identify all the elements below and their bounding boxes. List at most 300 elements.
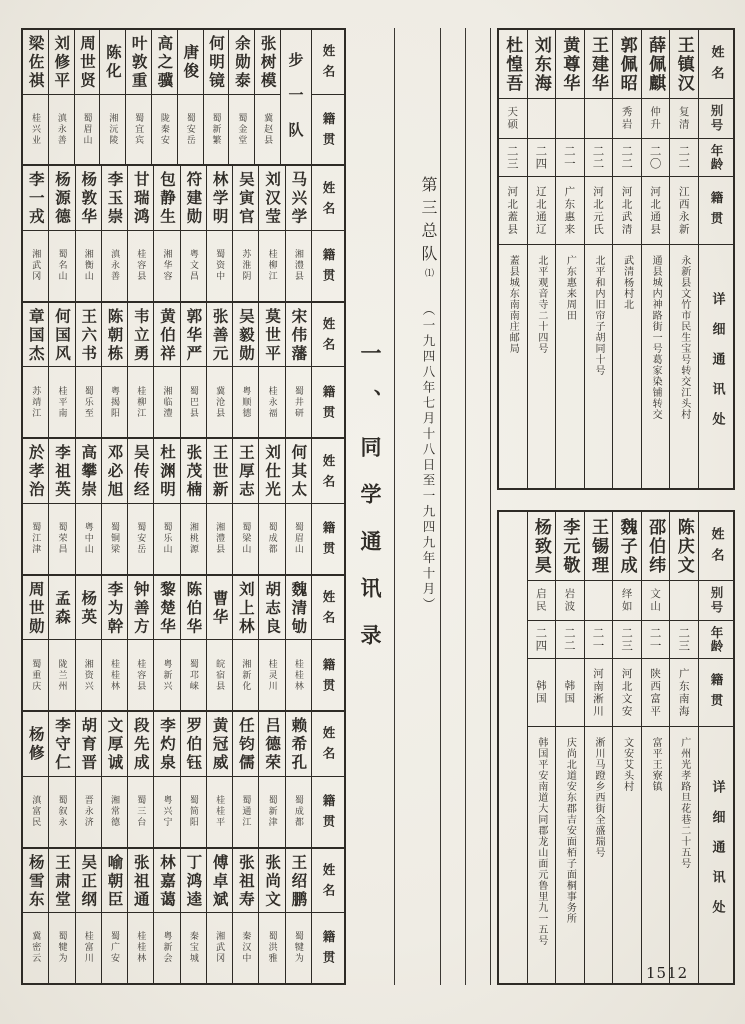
student-name: 於孝治 xyxy=(23,439,48,504)
native-place: 桂柳江 xyxy=(135,385,146,419)
roster-entry xyxy=(48,576,74,710)
native-place: 蜀成都 xyxy=(266,522,277,556)
native-place: 蜀江津 xyxy=(30,522,41,556)
age: 二三 xyxy=(613,621,641,659)
student-name: 张祖通 xyxy=(128,849,153,914)
alias: 天硕 xyxy=(499,99,527,139)
student-name: 刘上林 xyxy=(233,576,258,641)
age: 二四 xyxy=(528,621,556,659)
student-name: 邓必旭 xyxy=(102,439,127,504)
section-title-column xyxy=(346,28,395,985)
student-name: 张树模 xyxy=(255,30,280,95)
student-name: 胡志良 xyxy=(259,576,284,641)
roster-entry xyxy=(232,576,258,710)
directory-entry xyxy=(669,30,698,488)
student-name: 何其太 xyxy=(286,439,311,504)
native-place: 粤文昌 xyxy=(187,249,198,283)
age: 二〇 xyxy=(642,139,670,177)
roster-band xyxy=(23,576,344,712)
left-roster-table xyxy=(21,28,346,985)
header-native-label: 籍贯 xyxy=(321,248,336,290)
roster-entry xyxy=(127,439,153,573)
age: 二一 xyxy=(642,621,670,659)
student-name: 刘东海 xyxy=(528,30,556,99)
roster-entry xyxy=(206,303,232,437)
student-name: 王六书 xyxy=(76,303,101,368)
student-name: 梁佐祺 xyxy=(23,30,48,95)
directory-entry xyxy=(641,30,670,488)
native-place: 桂永福 xyxy=(266,385,277,419)
age: 二一 xyxy=(585,621,613,659)
student-name: 李玉崇 xyxy=(102,166,127,231)
header-name-label: 姓名 xyxy=(699,30,733,99)
native-place: 河北武清 xyxy=(613,177,641,245)
address: 庆尚北道安东郡吉安面栢子面桐事务所 xyxy=(564,737,576,924)
header-name-label: 姓名 xyxy=(699,512,733,581)
native-place: 桂富川 xyxy=(82,931,93,965)
student-name: 吴毅勋 xyxy=(233,303,258,368)
student-name: 杨雪东 xyxy=(23,849,48,914)
native-place: 蜀安岳 xyxy=(184,112,195,146)
roster-entry xyxy=(48,439,74,573)
block-header-column xyxy=(698,30,733,488)
header-address-label: 详细通讯处 xyxy=(709,291,725,442)
student-name: 薛佩麒 xyxy=(642,30,670,99)
roster-entry xyxy=(177,30,203,164)
student-name: 周世勋 xyxy=(23,576,48,641)
header-name-label: 姓名 xyxy=(312,849,344,914)
student-name: 孟森 xyxy=(49,576,74,641)
native-place: 蜀新津 xyxy=(266,795,277,829)
roster-entry xyxy=(258,166,284,300)
native-place: 蜀新繁 xyxy=(210,112,221,146)
roster-entry xyxy=(127,576,153,710)
alias: 秀岩 xyxy=(613,99,641,139)
roster-entry xyxy=(153,849,179,983)
student-name: 喻朝臣 xyxy=(102,849,127,914)
roster-band xyxy=(23,166,344,302)
squad-period: （一九四八年七月十八日至一九四九年十月） xyxy=(421,303,436,613)
native-place: 湘沅陵 xyxy=(107,112,118,146)
student-name: 宋伟藩 xyxy=(286,303,311,368)
empty-column xyxy=(441,28,466,985)
student-name: 邵伯纬 xyxy=(642,512,670,581)
directory-entry xyxy=(641,512,670,983)
student-name: 李祖英 xyxy=(49,439,74,504)
native-place: 桂容县 xyxy=(135,249,146,283)
header-native-label: 籍贯 xyxy=(321,521,336,563)
alias xyxy=(585,581,613,621)
header-name-label: 姓名 xyxy=(312,576,344,641)
header-name-label: 姓名 xyxy=(312,712,344,777)
student-name: 符建勋 xyxy=(181,166,206,231)
roster-entry xyxy=(99,30,125,164)
roster-entry xyxy=(153,439,179,573)
student-name: 王厚志 xyxy=(233,439,258,504)
native-place: 蜀乐至 xyxy=(82,385,93,419)
native-place: 蜀资中 xyxy=(214,249,225,283)
native-place: 桂桂林 xyxy=(292,658,303,692)
native-place: 蜀金堂 xyxy=(236,112,247,146)
alias: 文山 xyxy=(642,581,670,621)
roster-entry xyxy=(101,303,127,437)
student-name: 黄尊华 xyxy=(556,30,584,99)
student-name: 莫世平 xyxy=(259,303,284,368)
alias xyxy=(585,99,613,139)
band-header xyxy=(311,303,344,437)
roster-entry xyxy=(206,712,232,846)
student-name: 吴传经 xyxy=(128,439,153,504)
native-place: 湘资兴 xyxy=(82,658,93,692)
header-native-label: 籍贯 xyxy=(321,384,336,426)
native-place: 冀沧县 xyxy=(214,385,225,419)
native-place: 苏靖江 xyxy=(30,385,41,419)
squad-heading: 第三总队 xyxy=(419,176,438,268)
native-place: 广东惠来 xyxy=(556,177,584,245)
roster-entry xyxy=(101,166,127,300)
roster-entry xyxy=(258,303,284,437)
native-place: 蜀成都 xyxy=(292,795,303,829)
roster-entry xyxy=(153,712,179,846)
empty-column xyxy=(466,28,491,985)
native-place: 蜀广安 xyxy=(109,931,120,965)
student-name: 刘仕光 xyxy=(259,439,284,504)
native-place: 冀赵县 xyxy=(262,112,273,146)
student-name: 章国杰 xyxy=(23,303,48,368)
student-name: 黄冠威 xyxy=(207,712,232,777)
native-place: 滇永善 xyxy=(109,249,120,283)
roster-band xyxy=(23,712,344,848)
student-name: 郭佩昭 xyxy=(613,30,641,99)
directory-table-bottom xyxy=(497,510,735,985)
roster-entry xyxy=(74,30,100,164)
roster-entry xyxy=(180,849,206,983)
student-name: 马兴学 xyxy=(286,166,311,231)
directory-entry xyxy=(555,512,584,983)
student-name: 黎楚华 xyxy=(154,576,179,641)
student-name: 张祖寿 xyxy=(233,849,258,914)
address: 武清杨村北 xyxy=(621,255,633,310)
directory-entry xyxy=(584,30,613,488)
native-place: 蜀眉山 xyxy=(81,112,92,146)
student-name: 林嘉蔼 xyxy=(154,849,179,914)
header-age-label: 年龄 xyxy=(699,139,733,177)
band-header xyxy=(311,30,344,164)
student-name: 刘修平 xyxy=(49,30,74,95)
native-place: 蜀井研 xyxy=(292,385,303,419)
student-name: 吴寅官 xyxy=(233,166,258,231)
student-name: 陈化 xyxy=(100,30,125,95)
age: 二二 xyxy=(585,139,613,177)
native-place: 桂桂林 xyxy=(109,658,120,692)
native-place: 蜀洪雅 xyxy=(266,931,277,965)
native-place: 陕西富平 xyxy=(642,659,670,727)
student-name: 高攀崇 xyxy=(76,439,101,504)
roster-entry xyxy=(228,30,254,164)
alias xyxy=(670,581,698,621)
alias xyxy=(556,99,584,139)
header-name-label: 姓名 xyxy=(312,303,344,368)
student-name: 杜惶吾 xyxy=(499,30,527,99)
roster-entry xyxy=(127,303,153,437)
student-name: 魏清劬 xyxy=(286,576,311,641)
native-place: 秦宝城 xyxy=(187,931,198,965)
student-name: 杜渊明 xyxy=(154,439,179,504)
native-place: 滇永善 xyxy=(55,112,66,146)
roster-entry xyxy=(258,439,284,573)
roster-entry xyxy=(127,166,153,300)
student-name: 陈庆文 xyxy=(670,512,698,581)
student-name: 刘汉莹 xyxy=(259,166,284,231)
native-place: 蜀铜梁 xyxy=(109,522,120,556)
student-name: 余勋泰 xyxy=(229,30,254,95)
address: 通县城内神路街一号葛家染铺转交 xyxy=(650,255,662,420)
header-native-label: 籍贯 xyxy=(699,177,733,245)
band-header xyxy=(311,849,344,983)
native-place: 韩国 xyxy=(556,659,584,727)
native-place: 粤新兴 xyxy=(161,658,172,692)
student-name: 吴正纲 xyxy=(76,849,101,914)
header-alias-label: 别号 xyxy=(699,99,733,139)
student-name: 胡育晋 xyxy=(76,712,101,777)
header-age-label: 年龄 xyxy=(699,621,733,659)
roster-entry xyxy=(101,439,127,573)
student-name: 张茂楠 xyxy=(181,439,206,504)
student-name: 李元敬 xyxy=(556,512,584,581)
page-number: 1512 xyxy=(646,964,689,982)
alias: 仲升 xyxy=(642,99,670,139)
age: 二三 xyxy=(670,621,698,659)
address: 广东惠来周田 xyxy=(564,255,576,321)
header-native-label: 籍贯 xyxy=(321,657,336,699)
roster-entry xyxy=(285,303,311,437)
roster-entry xyxy=(23,712,48,846)
roster-entry xyxy=(153,166,179,300)
student-name: 高之骥 xyxy=(152,30,177,95)
native-place: 蜀安岳 xyxy=(135,522,146,556)
band-header xyxy=(311,576,344,710)
native-place: 粤兴宁 xyxy=(161,795,172,829)
native-place: 桂兴业 xyxy=(29,112,40,146)
alias xyxy=(528,99,556,139)
age: 二四 xyxy=(528,139,556,177)
student-name: 魏子成 xyxy=(613,512,641,581)
native-place: 蜀名山 xyxy=(56,249,67,283)
student-name: 任钧儒 xyxy=(233,712,258,777)
address: 淅川马蹬乡西街全盛瑞号 xyxy=(592,737,604,858)
roster-entry xyxy=(285,849,311,983)
page-title: 一、同学通讯录 xyxy=(358,342,383,671)
student-name: 段先成 xyxy=(128,712,153,777)
native-place: 秦汉中 xyxy=(240,931,251,965)
roster-entry xyxy=(153,576,179,710)
header-name-label: 姓名 xyxy=(312,30,344,95)
roster-entry xyxy=(232,439,258,573)
native-place: 广东南海 xyxy=(670,659,698,727)
roster-entry xyxy=(75,166,101,300)
student-name: 李为幹 xyxy=(102,576,127,641)
roster-entry xyxy=(258,849,284,983)
native-place: 河北通县 xyxy=(642,177,670,245)
native-place: 晋永济 xyxy=(82,795,93,829)
native-place: 湘常德 xyxy=(109,795,120,829)
student-name: 王世新 xyxy=(207,439,232,504)
native-place: 粤新会 xyxy=(161,931,172,965)
roster-entry xyxy=(151,30,177,164)
roster-entry xyxy=(285,576,311,710)
student-name: 王锡理 xyxy=(585,512,613,581)
student-name: 何国风 xyxy=(49,303,74,368)
roster-entry xyxy=(206,849,232,983)
roster-entry xyxy=(285,166,311,300)
native-place: 蜀乐山 xyxy=(161,522,172,556)
student-name: 傅卓斌 xyxy=(207,849,232,914)
age: 二二 xyxy=(670,139,698,177)
roster-entry xyxy=(101,712,127,846)
native-place: 蜀通江 xyxy=(240,795,251,829)
address: 韩国平安南道大同郡龙山面元鲁里九一五号 xyxy=(535,737,547,946)
header-name-label: 姓名 xyxy=(312,166,344,231)
empty-column xyxy=(499,512,527,983)
student-name: 丁鸿逵 xyxy=(181,849,206,914)
address: 北平观音寺二十四号 xyxy=(535,255,547,354)
directory-entry xyxy=(499,30,527,488)
native-place: 蜀犍为 xyxy=(292,931,303,965)
directory-entry xyxy=(527,512,556,983)
alias: 绎如 xyxy=(613,581,641,621)
student-name: 曹华 xyxy=(207,576,232,641)
student-name: 杨修 xyxy=(23,712,48,777)
unit-label: 步一队 xyxy=(280,30,311,164)
age: 二二 xyxy=(613,139,641,177)
student-name: 杨源德 xyxy=(49,166,74,231)
header-native-label: 籍贯 xyxy=(321,930,336,972)
native-place: 粤中山 xyxy=(82,522,93,556)
directory-table-top xyxy=(497,28,735,490)
native-place: 蜀梁山 xyxy=(240,522,251,556)
student-name: 王镇汉 xyxy=(670,30,698,99)
student-name: 陈伯华 xyxy=(181,576,206,641)
roster-entry xyxy=(232,303,258,437)
native-place: 江西永新 xyxy=(670,177,698,245)
student-name: 王肃堂 xyxy=(49,849,74,914)
native-place: 辽北通辽 xyxy=(528,177,556,245)
squad-note-mark: ⑴ xyxy=(423,268,433,277)
native-place: 粤顺德 xyxy=(240,385,251,419)
student-name: 文厚诚 xyxy=(102,712,127,777)
native-place: 蜀邛崃 xyxy=(187,658,198,692)
student-name: 李守仁 xyxy=(49,712,74,777)
native-place: 河北元氏 xyxy=(585,177,613,245)
native-place: 蜀重庆 xyxy=(30,658,41,692)
student-name: 张善元 xyxy=(207,303,232,368)
native-place: 湘新化 xyxy=(240,658,251,692)
directory-entry xyxy=(584,512,613,983)
native-place: 桂容县 xyxy=(135,658,146,692)
roster-entry xyxy=(258,576,284,710)
native-place: 桂平南 xyxy=(56,385,67,419)
native-place: 河北蓋县 xyxy=(499,177,527,245)
student-name: 王建华 xyxy=(585,30,613,99)
native-place: 桂灵川 xyxy=(266,658,277,692)
native-place: 湘武冈 xyxy=(214,931,225,965)
student-name: 陈朝栋 xyxy=(102,303,127,368)
roster-entry xyxy=(48,303,74,437)
student-name: 李灼泉 xyxy=(154,712,179,777)
native-place: 蜀眉山 xyxy=(292,522,303,556)
roster-entry xyxy=(232,849,258,983)
student-name: 杨英 xyxy=(76,576,101,641)
student-name: 李一戎 xyxy=(23,166,48,231)
student-name: 钟善方 xyxy=(128,576,153,641)
band-header xyxy=(311,439,344,573)
roster-entry xyxy=(75,849,101,983)
roster-entry xyxy=(232,712,258,846)
student-name: 杨敦华 xyxy=(76,166,101,231)
address: 富平王寮镇 xyxy=(650,737,662,792)
student-name: 郭华严 xyxy=(181,303,206,368)
roster-entry xyxy=(75,303,101,437)
roster-entry xyxy=(23,439,48,573)
native-place: 湘澧县 xyxy=(214,522,225,556)
student-name: 张尚文 xyxy=(259,849,284,914)
native-place: 河南淅川 xyxy=(585,659,613,727)
roster-entry xyxy=(125,30,151,164)
address: 广州光孝路旦花巷二十五号 xyxy=(678,737,690,869)
roster-entry xyxy=(75,712,101,846)
roster-band xyxy=(23,30,344,166)
roster-entry xyxy=(101,849,127,983)
header-native-label: 籍贯 xyxy=(699,659,733,727)
student-name: 韦立勇 xyxy=(128,303,153,368)
roster-entry xyxy=(48,849,74,983)
native-place: 粤揭阳 xyxy=(109,385,120,419)
roster-entry xyxy=(206,166,232,300)
roster-entry xyxy=(285,712,311,846)
native-place: 陇兰州 xyxy=(56,658,67,692)
native-place: 冀密云 xyxy=(30,931,41,965)
roster-entry xyxy=(180,576,206,710)
student-name: 何明镜 xyxy=(204,30,229,95)
student-name: 杨致昊 xyxy=(528,512,556,581)
header-address-label: 详细通讯处 xyxy=(709,780,725,930)
address: 北平和内旧帘子胡同十号 xyxy=(592,255,604,376)
roster-entry xyxy=(23,30,48,164)
roster-band xyxy=(23,439,344,575)
native-place: 蜀简阳 xyxy=(187,795,198,829)
roster-entry xyxy=(23,576,48,710)
native-place: 湘临澧 xyxy=(161,385,172,419)
header-name-label: 姓名 xyxy=(312,439,344,504)
roster-entry xyxy=(206,576,232,710)
squad-column xyxy=(395,28,441,985)
roster-band xyxy=(23,849,344,983)
roster-entry xyxy=(180,303,206,437)
age: 二一 xyxy=(556,139,584,177)
roster-entry xyxy=(48,166,74,300)
age: 二三 xyxy=(499,139,527,177)
native-place: 苏淮阴 xyxy=(240,249,251,283)
directory-entry xyxy=(612,30,641,488)
roster-entry xyxy=(232,166,258,300)
roster-entry xyxy=(23,166,48,300)
student-name: 罗伯钰 xyxy=(181,712,206,777)
roster-entry xyxy=(254,30,280,164)
roster-band xyxy=(23,303,344,439)
directory-entry xyxy=(555,30,584,488)
student-name: 吕德荣 xyxy=(259,712,284,777)
directory-entry xyxy=(612,512,641,983)
